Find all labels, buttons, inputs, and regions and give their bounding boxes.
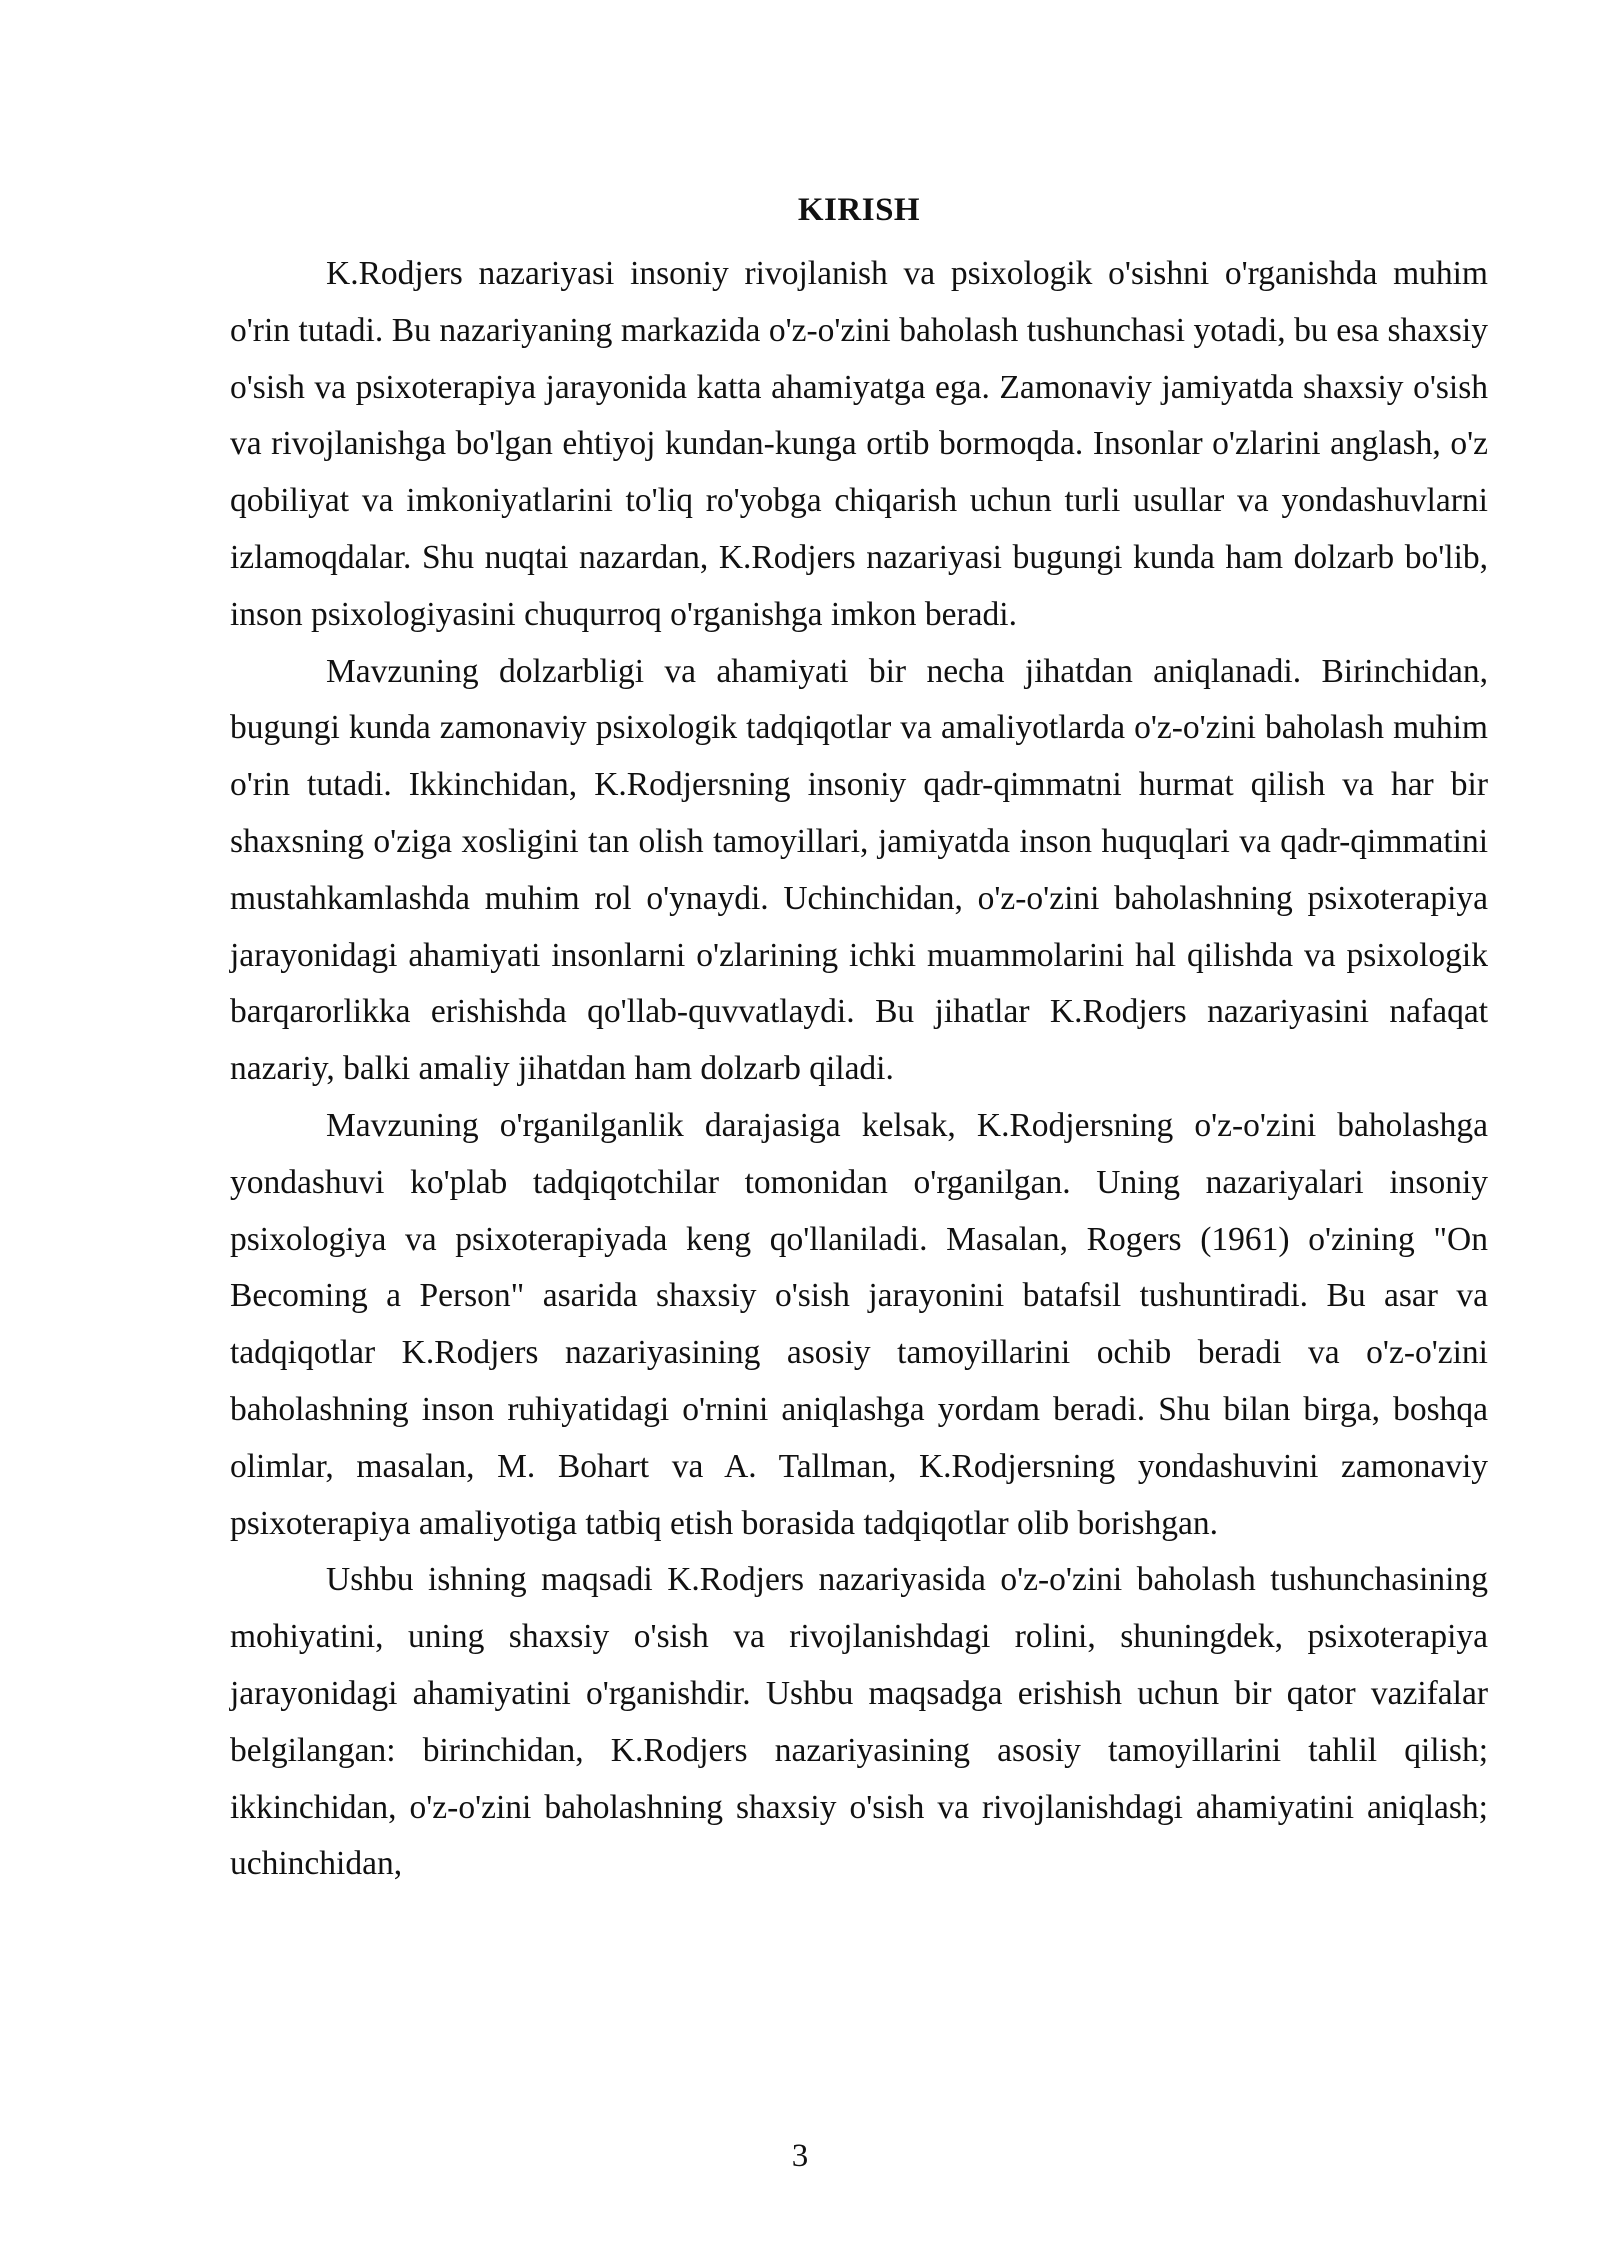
page-number: 3 — [791, 2138, 809, 2174]
paragraph-2: Mavzuning dolzarbligi va ahamiyati bir necha jihatdan aniqlanadi. Birinchidan, bugungi kunda zamonaviy psixologik tadqiqotlar va amaliyotlarda o'z-o'zini baholash muhim o'rin tutadi. Ikkinchidan, K.Rodjersning insoniy qadr-qimmatni hurmat qilish va har bir shaxsning o'ziga xosligini tan olish tamoyillari, jamiyatda inson huquqlari va qadr-qimmatini mustahkamlashda muhim rol o'ynaydi. Uchinchidan, o'z-o'zini baholashning psixoterapiya jarayonidagi ahamiyati insonlarni o'zlarining ichki muammolarini hal qilishda va psixologik barqarorlikka erishishda qo'llab-quvvatlaydi. Bu jihatlar K.Rodjers nazariyasini nafaqat nazariy, balki amaliy jihatdan ham dolzarb qiladi. — [230, 652, 1488, 1088]
page-title: KIRISH — [797, 192, 921, 229]
paragraph-4: Ushbu ishning maqsadi K.Rodjers nazariyasida o'z-o'zini baholash tushunchasining mohiyatini, uning shaxsiy o'sish va rivojlanishdagi rolini, shuningdek, psixoterapiya jarayonidagi ahamiyatini o'rganishdir. Ushbu maqsadga erishish uchun bir qator vazifalar belgilangan: birinchidan, K.Rodjers nazariyasining asosiy tamoyillarini tahlil qilish; ikkinchidan, o'z-o'zini baholashning shaxsiy o'sish va rivojlanishdagi ahamiyatini aniqlash; uchinchidan, — [230, 1561, 1488, 1883]
paragraph-3: Mavzuning o'rganilganlik darajasiga kelsak, K.Rodjersning o'z-o'zini baholashga yondashuvi ko'plab tadqiqotchilar tomonidan o'rganilgan. Uning nazariyalari insoniy psixologiya va psixoterapiyada keng qo'llaniladi. Masalan, Rogers (1961) o'zining "On Becoming a Person" asarida shaxsiy o'sish jarayonini batafsil tushuntiradi. Bu asar va tadqiqotlar K.Rodjers nazariyasining asosiy tamoyillarini ochib beradi va o'z-o'zini baholashning inson ruhiyatidagi o'rnini aniqlashga yordam beradi. Shu bilan birga, boshqa olimlar, masalan, M. Bohart va A. Tallman, K.Rodjersning yondashuvini zamonaviy psixoterapiya amaliyotiga tatbiq etish borasida tadqiqotlar olib borishgan. — [230, 1106, 1488, 1542]
body-text — [230, 246, 1488, 1893]
paragraph-1: K.Rodjers nazariyasi insoniy rivojlanish va psixologik o'sishni o'rganishda muhim o'rin tutadi. Bu nazariyaning markazida o'z-o'zini baholash tushunchasi yotadi, bu esa shaxsiy o'sish va psixoterapiya jarayonida katta ahamiyatga ega. Zamonaviy jamiyatda shaxsiy o'sish va rivojlanishga bo'lgan ehtiyoj kundan-kunga ortib bormoqda. Insonlar o'zlarini anglash, o'z qobiliyat va imkoniyatlarini to'liq ro'yobga chiqarish uchun turli usullar va yondashuvlarni izlamoqdalar. Shu nuqtai nazardan, K.Rodjers nazariyasi bugungi kunda ham dolzarb bo'lib, inson psixologiyasini chuqurroq o'rganishga imkon beradi. — [230, 255, 1488, 633]
